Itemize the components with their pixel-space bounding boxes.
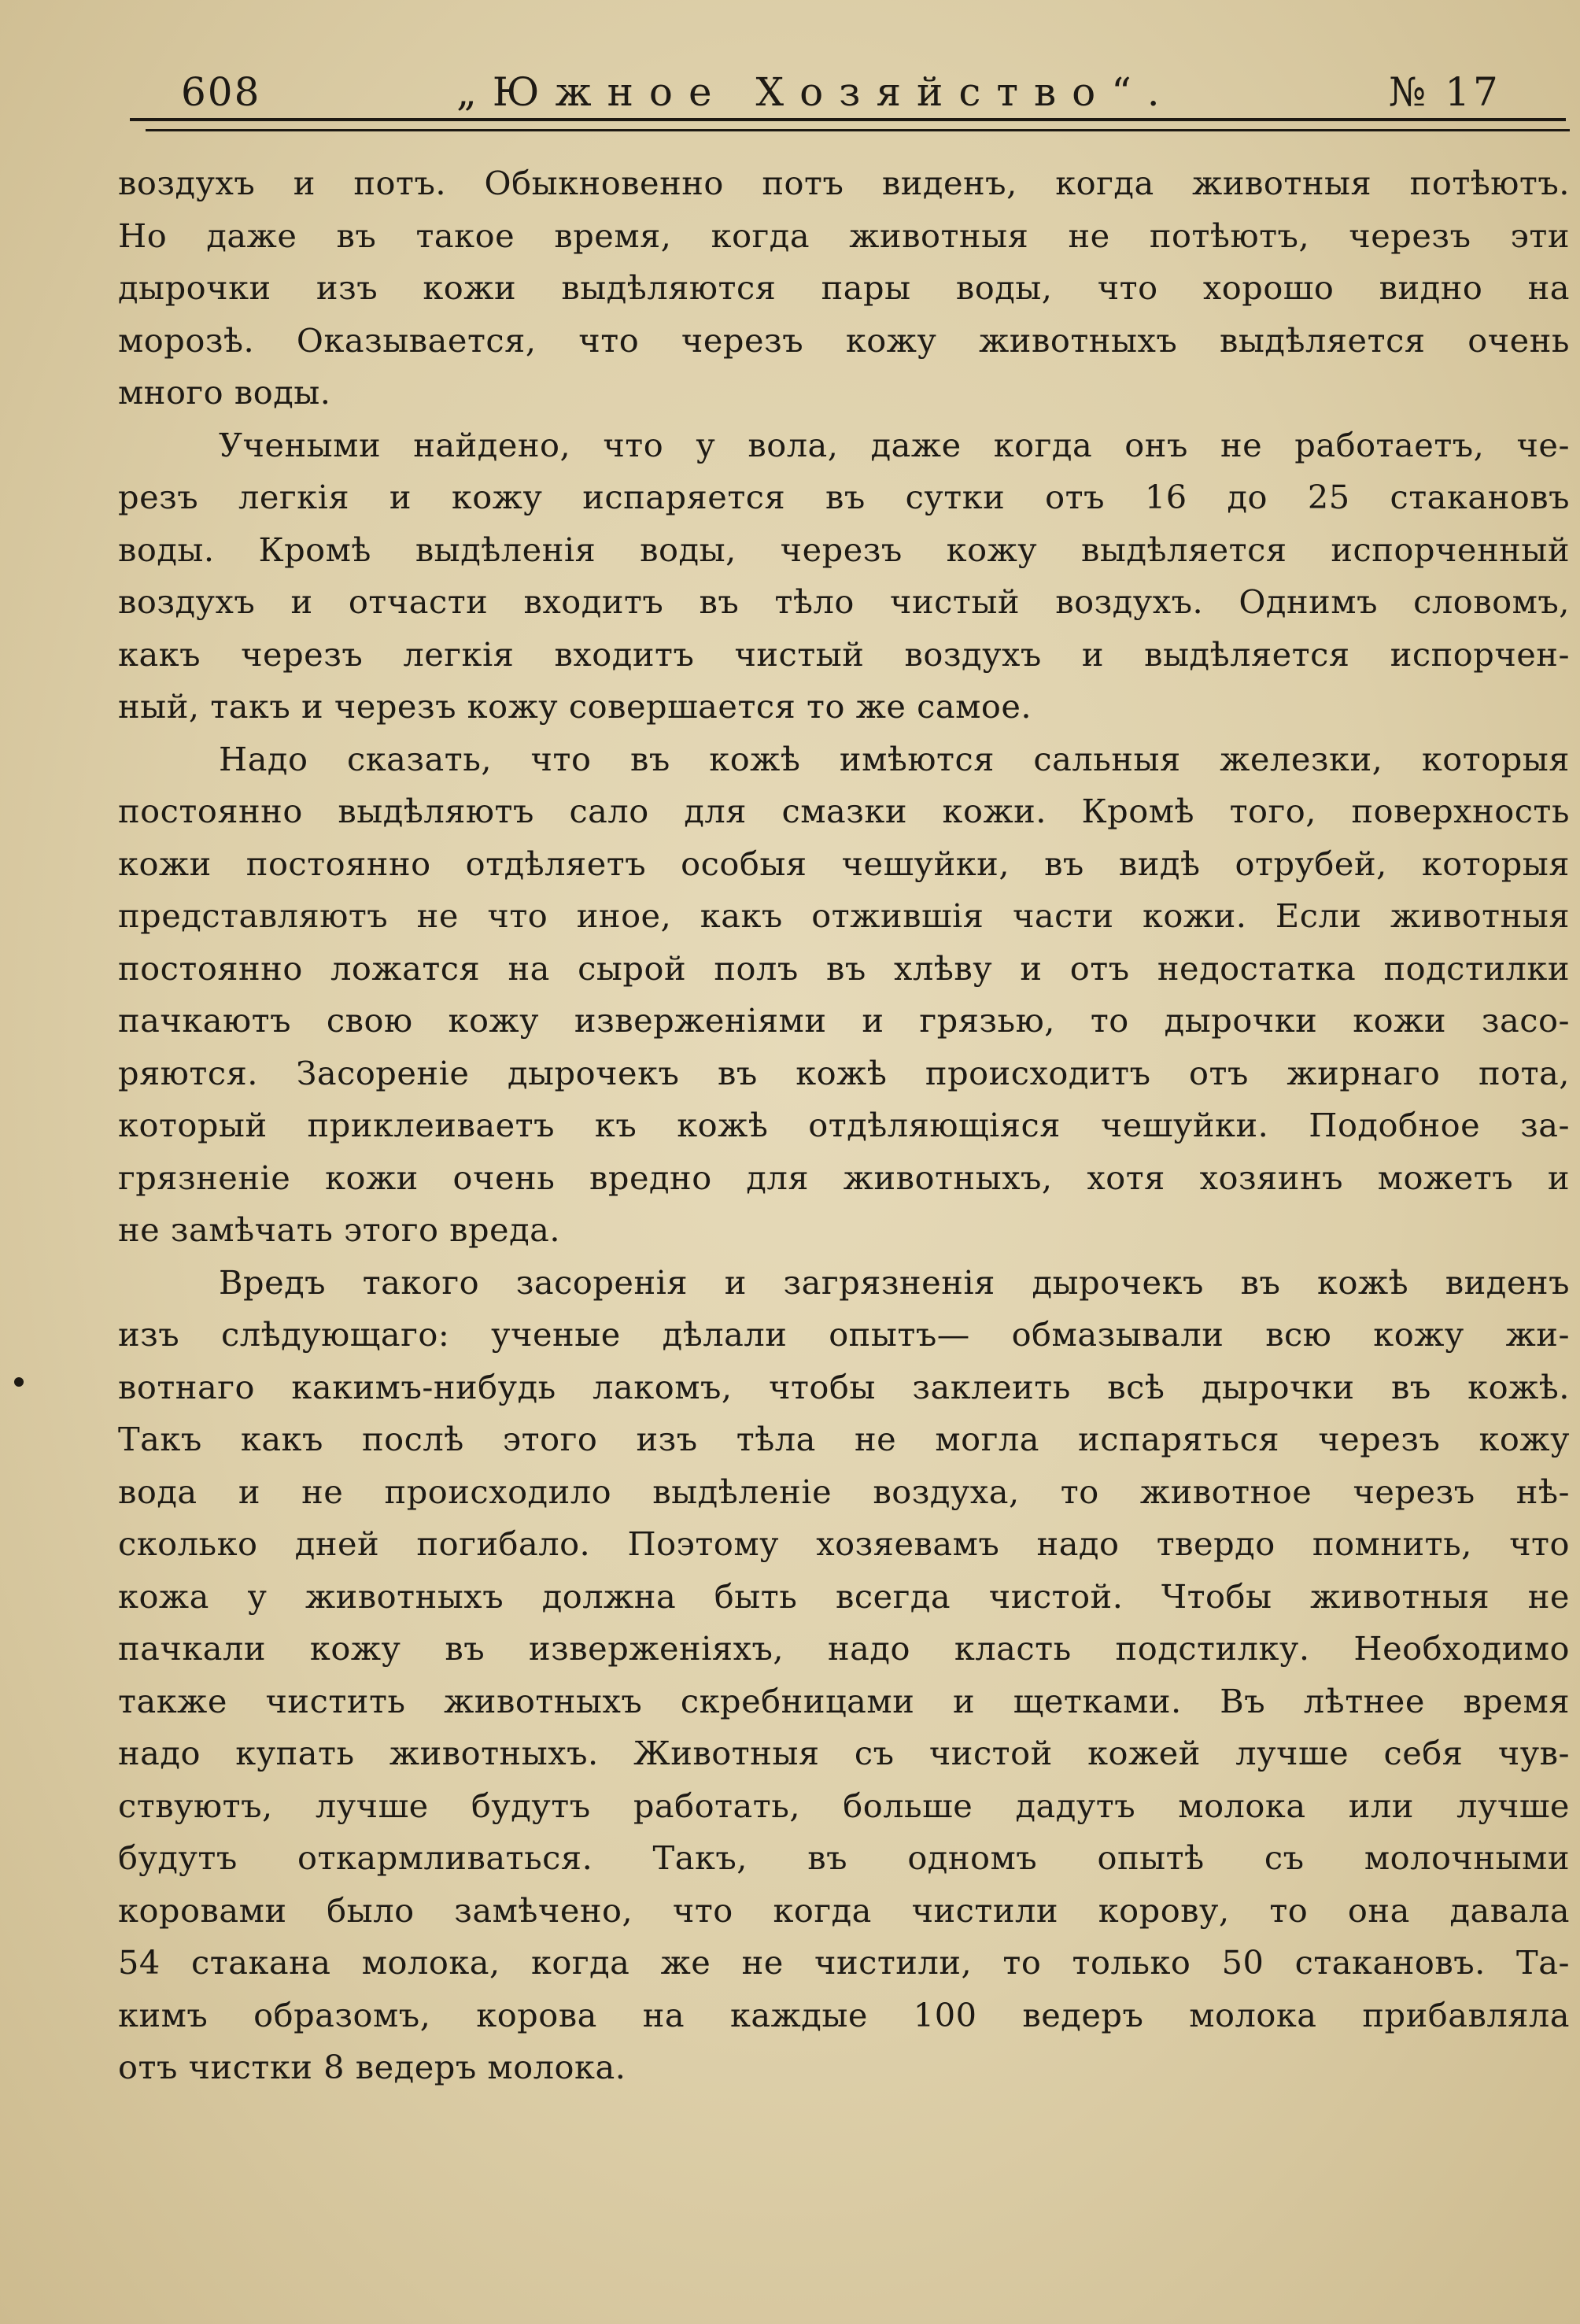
text-line: кожи постоянно отдѣляетъ особыя чешуйки, въ видѣ отрубей, которыя (118, 844, 1570, 883)
text-line: 54 стакана молока, когда же не чистили, то только 50 стакановъ. Та- (118, 1943, 1570, 1982)
text-line: много воды. (118, 373, 331, 412)
text-line: воздухъ и отчасти входитъ въ тѣло чистый воздухъ. Однимъ словомъ, (118, 582, 1570, 621)
text-line: Такъ какъ послѣ этого изъ тѣла не могла испаряться черезъ кожу (118, 1420, 1570, 1458)
text-line: который приклеиваетъ къ кожѣ отдѣляющіяся чешуйки. Подобное за- (118, 1106, 1570, 1144)
journal-title: „Южное Хозяйство“. (456, 69, 1176, 115)
paragraph (118, 733, 1570, 1257)
text-line: дырочки изъ кожи выдѣляются пары воды, что хорошо видно на (118, 268, 1570, 307)
header-rule-double (146, 129, 1570, 131)
text-line: также чистить животныхъ скребницами и щетками. Въ лѣтнее время (118, 1681, 1570, 1720)
paragraph (118, 1257, 1570, 2094)
text-line: кимъ образомъ, корова на каждые 100 ведеръ молока прибавляла (118, 1995, 1570, 2034)
header-rule (130, 118, 1566, 121)
running-header (130, 69, 1546, 124)
text-line: постоянно выдѣляютъ сало для смазки кожи. Кромѣ того, поверхность (118, 792, 1570, 830)
text-line: пачкаютъ свою кожу изверженіями и грязью, то дырочки кожи засо- (118, 1001, 1570, 1040)
paragraph (118, 419, 1570, 733)
text-line: вотнаго какимъ-нибудь лакомъ, чтобы заклеить всѣ дырочки въ кожѣ. (118, 1367, 1570, 1406)
text-line: кожа у животныхъ должна быть всегда чистой. Чтобы животныя не (118, 1576, 1570, 1616)
text-body (118, 157, 1570, 2094)
text-line: резъ легкія и кожу испаряется въ сутки отъ 16 до 25 стакановъ (118, 478, 1570, 516)
text-line: вода и не происходило выдѣленіе воздуха, то животное черезъ нѣ- (118, 1472, 1570, 1511)
text-line: надо купать животныхъ. Животныя съ чистой кожей лучше себя чув- (118, 1734, 1570, 1772)
text-line: представляютъ не что иное, какъ отжившія части кожи. Если животныя (118, 896, 1570, 935)
text-line: какъ черезъ легкія входитъ чистый воздухъ и выдѣляется испорчен- (118, 634, 1570, 674)
text-line: Но даже въ такое время, когда животныя не потѣютъ, черезъ эти (118, 216, 1570, 255)
margin-mark (14, 1377, 24, 1387)
text-line: сколько дней погибало. Поэтому хозяевамъ надо твердо помнить, что (118, 1524, 1570, 1563)
text-line: постоянно ложатся на сырой полъ въ хлѣву и отъ недостатка подстилки (118, 948, 1570, 988)
text-line: ный, такъ и черезъ кожу совершается то же самое. (118, 687, 1032, 726)
text-line: воды. Кромѣ выдѣленія воды, черезъ кожу выдѣляется испорченный (118, 530, 1570, 569)
text-line: будутъ откармливаться. Такъ, въ одномъ опытѣ съ молочными (118, 1838, 1570, 1877)
issue-number: № 17 (1389, 69, 1501, 115)
page-number: 608 (181, 69, 261, 115)
text-line: грязненіе кожи очень вредно для животныхъ, хотя хозяинъ можетъ и (118, 1158, 1570, 1197)
text-line: воздухъ и потъ. Обыкновенно потъ виденъ, когда животныя потѣютъ. (118, 164, 1570, 202)
text-line: не замѣчать этого вреда. (118, 1210, 561, 1249)
text-line: ряются. Засореніе дырочекъ въ кожѣ происходитъ отъ жирнаго пота, (118, 1053, 1570, 1092)
text-line: отъ чистки 8 ведеръ молока. (118, 2048, 626, 2086)
text-line: пачкали кожу въ изверженіяхъ, надо класть подстилку. Необходимо (118, 1629, 1570, 1668)
text-line: изъ слѣдующаго: ученые дѣлали опытъ— обмазывали всю кожу жи- (118, 1315, 1570, 1354)
text-line: коровами было замѣчено, что когда чистили корову, то она давала (118, 1890, 1570, 1930)
paragraph (118, 157, 1570, 419)
text-line: Учеными найдено, что у вола, даже когда онъ не работаетъ, че- (219, 425, 1570, 464)
text-line: Вредъ такого засоренія и загрязненія дырочекъ въ кожѣ виденъ (219, 1262, 1570, 1302)
text-line: Надо сказать, что въ кожѣ имѣются сальныя железки, которыя (219, 739, 1570, 778)
text-line: морозѣ. Оказывается, что черезъ кожу животныхъ выдѣляется очень (118, 320, 1570, 360)
text-line: ствуютъ, лучше будутъ работать, больше дадутъ молока или лучше (118, 1786, 1570, 1825)
